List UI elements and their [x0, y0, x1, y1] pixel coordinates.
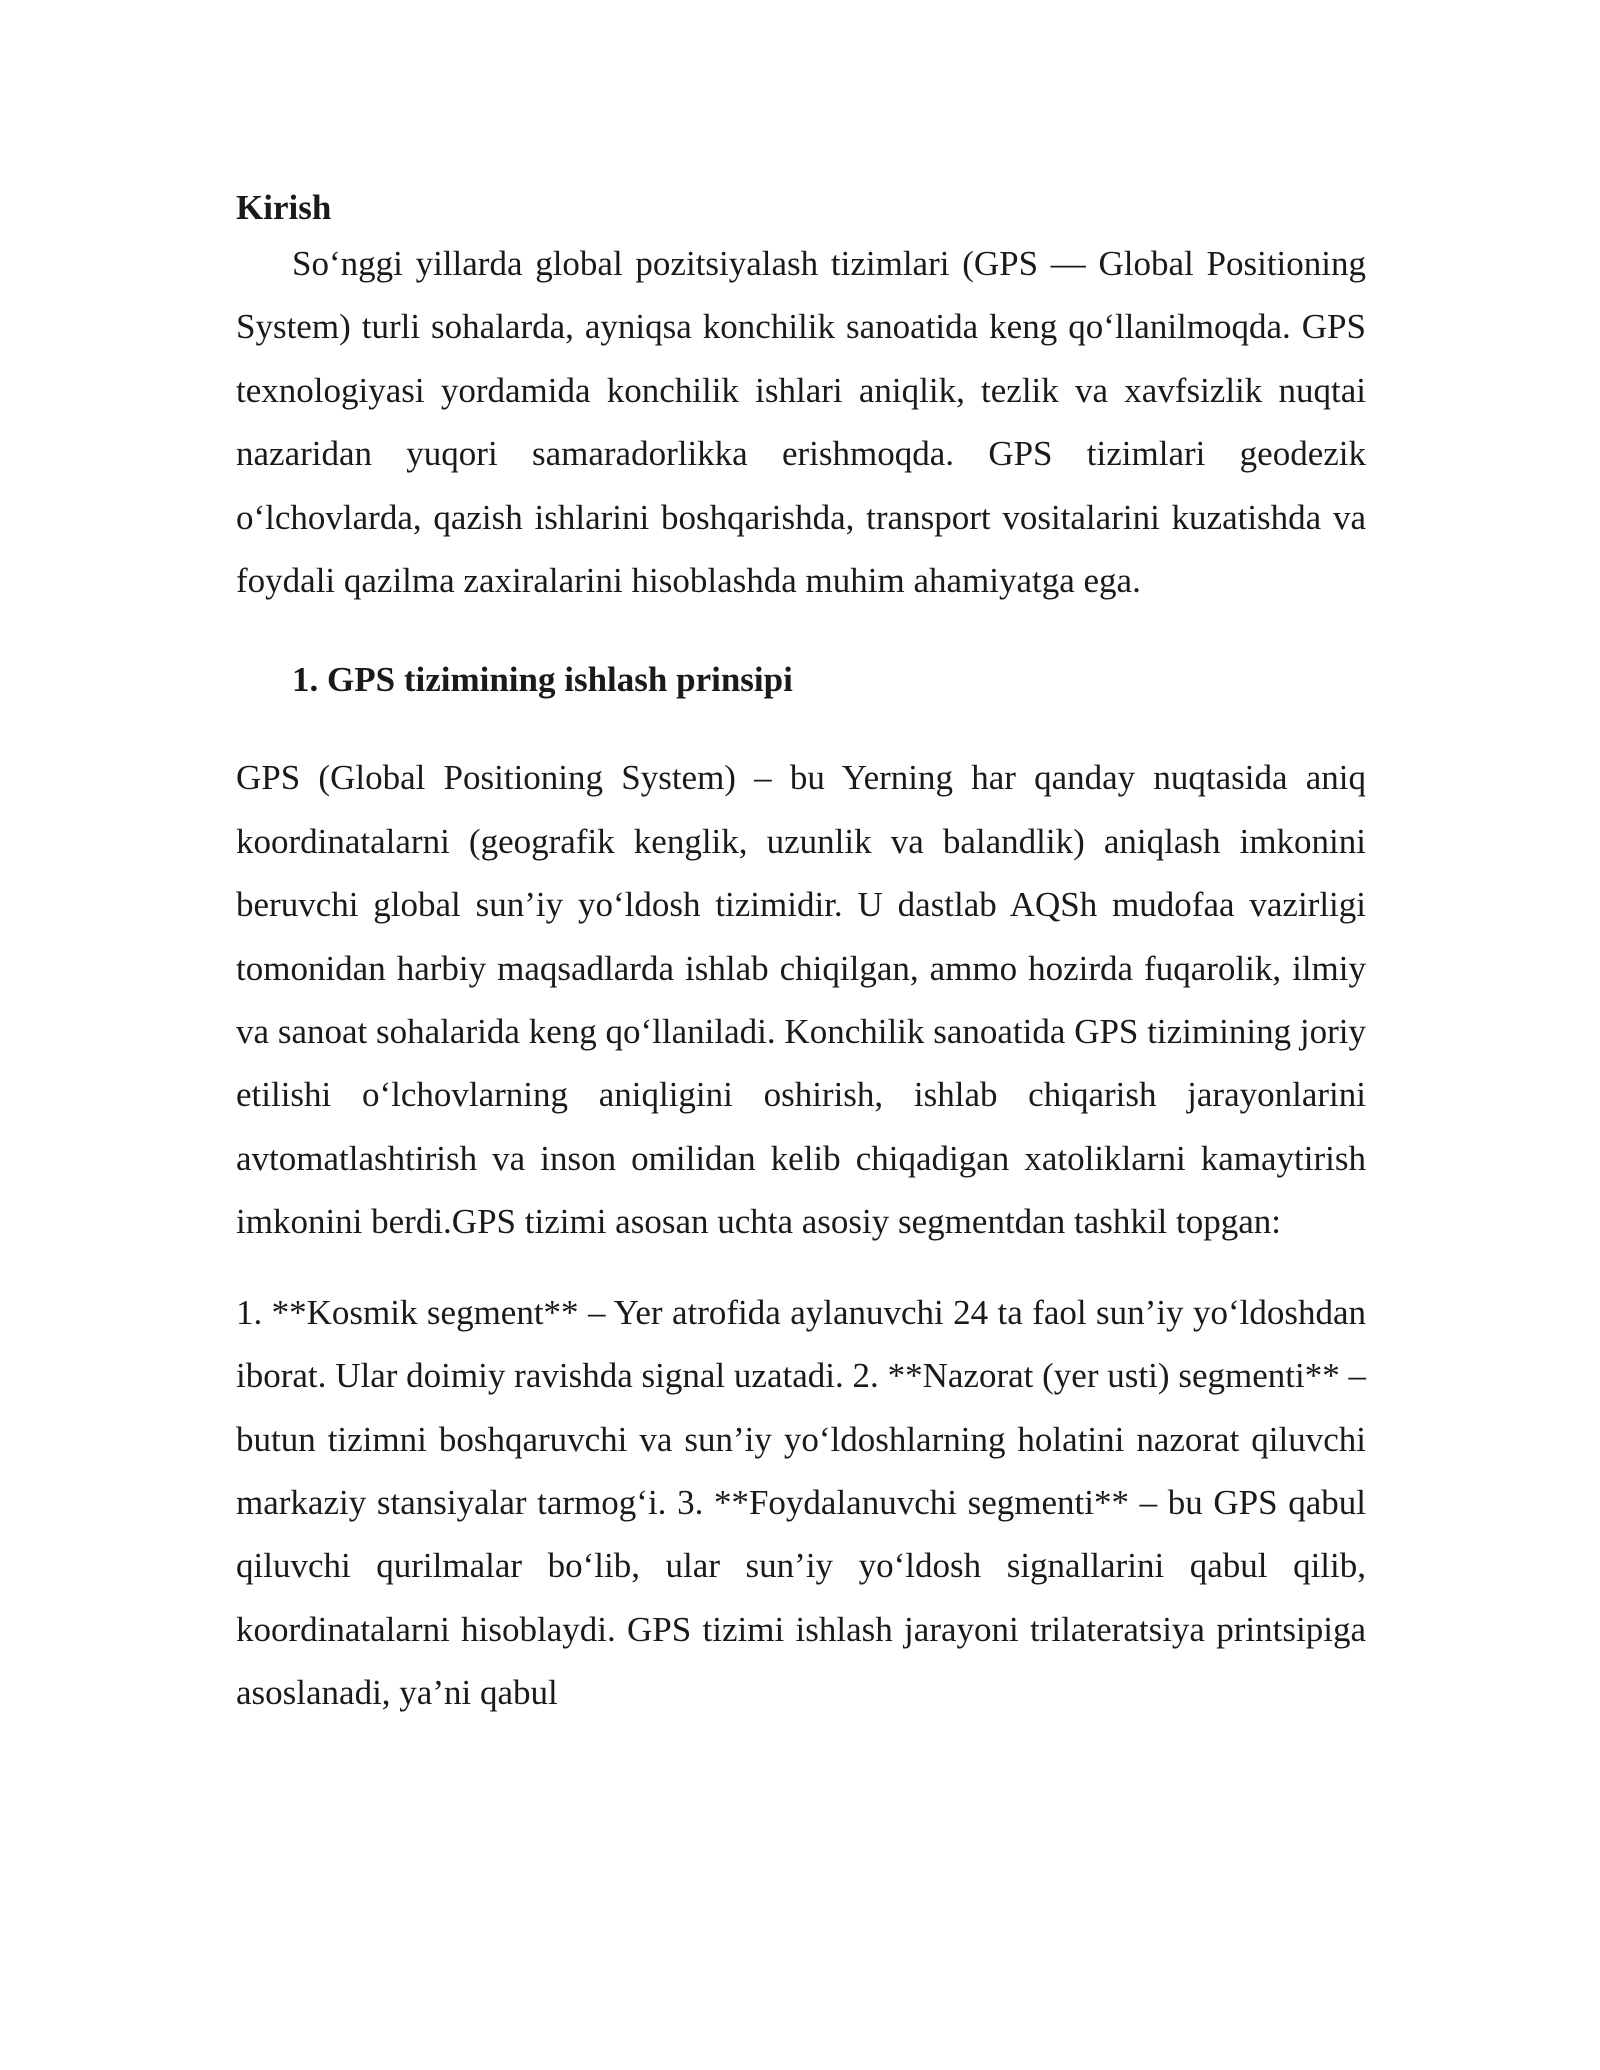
section-paragraph: GPS (Global Positioning System) – bu Yerning har qanday nuqtasida aniq koordinatalarni (geografik kenglik, uzunlik va balandlik) aniqlash imkonini beruvchi global sun’iy yo‘ldosh tizimidir. U dastlab AQSh mudofaa vazirligi tomonidan harbiy maqsadlarda ishlab chiqilgan, ammo hozirda fuqarolik, ilmiy va sanoat sohalarida keng qo‘llaniladi. Konchilik sanoatida GPS tizimining joriy etilishi o‘lchovlarning aniqligini oshirish, ishlab chiqarish jarayonlarini avtomatlashtirish va inson omilidan kelib chiqadigan xatoliklarni kamaytirish imkonini berdi.GPS tizimi asosan uchta asosiy segmentdan tashkil topgan:: [236, 758, 1366, 1242]
section-title: 1. GPS tizimining ishlash prinsipi: [292, 660, 793, 700]
document-page: [236, 184, 1366, 1725]
heading-kirish: Kirish: [236, 188, 332, 227]
segment-list-paragraph: 1. **Kosmik segment** – Yer atrofida aylanuvchi 24 ta faol sun’iy yo‘ldoshdan iborat. Ular doimiy ravishda signal uzatadi. 2. **Nazorat (yer usti) segmenti** – butun tizimni boshqaruvchi va sun’iy yo‘ldoshlarning holatini nazorat qiluvchi markaziy stansiyalar tarmog‘i. 3. **Foydalanuvchi segmenti** – bu GPS qabul qiluvchi qurilmalar bo‘lib, ular sun’iy yo‘ldosh signallarini qabul qilib, koordinatalarni hisoblaydi. GPS tizimi ishlash jarayoni trilateratsiya printsipiga asoslanadi, ya’ni qabul: [236, 1292, 1366, 1713]
intro-paragraph: So‘nggi yillarda global pozitsiyalash tizimlari (GPS — Global Positioning System) turli sohalarda, ayniqsa konchilik sanoatida keng qo‘llanilmoqda. GPS texnologiyasi yordamida konchilik ishlari aniqlik, tezlik va xavfsizlik nuqtai nazaridan yuqori samaradorlikka erishmoqda. GPS tizimlari geodezik o‘lchovlarda, qazish ishlarini boshqarishda, transport vositalarini kuzatishda va foydali qazilma zaxiralarini hisoblashda muhim ahamiyatga ega.: [236, 244, 1366, 601]
